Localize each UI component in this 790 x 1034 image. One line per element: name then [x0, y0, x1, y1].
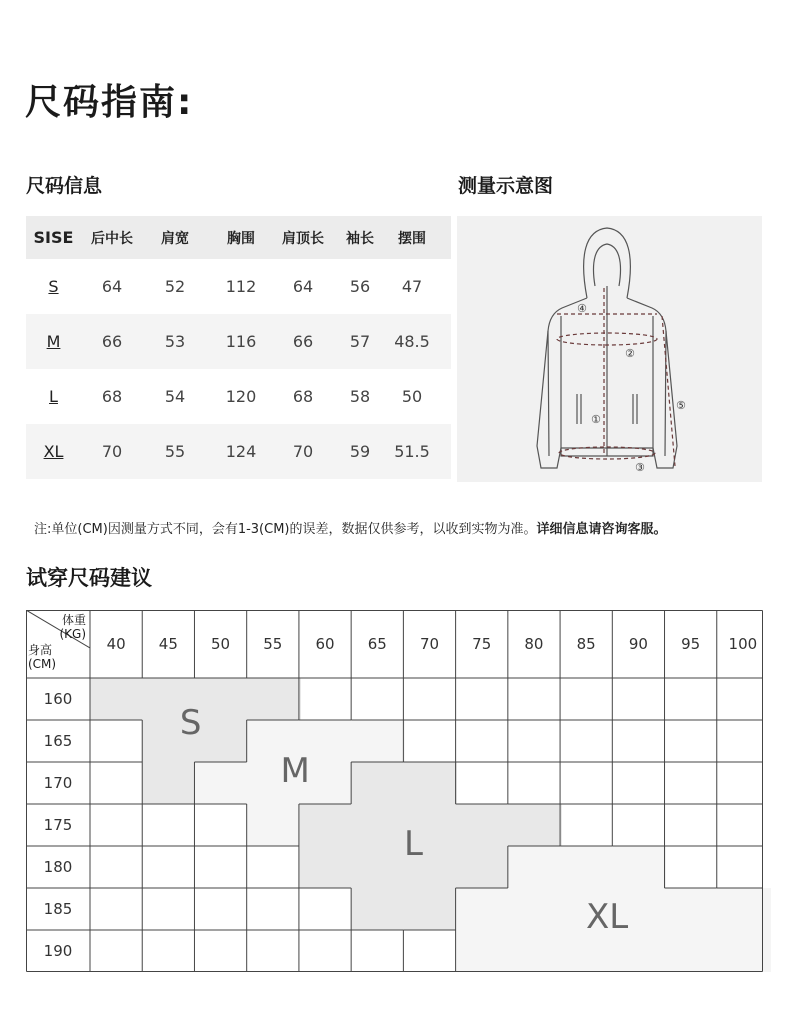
recommendation-heading: 试穿尺码建议 [26, 566, 152, 590]
weight-header: 95 [681, 635, 701, 653]
column-header: 肩顶长 [282, 230, 324, 247]
height-header: 180 [43, 858, 73, 876]
table-cell: 51.5 [394, 442, 430, 461]
page-title: 尺码指南: [25, 82, 194, 123]
table-cell: 70 [292, 442, 314, 461]
table-cell: 58 [349, 387, 371, 406]
table-row [26, 369, 451, 424]
table-cell: 59 [349, 442, 371, 461]
weight-header: 70 [419, 635, 440, 653]
table-cell: 68 [292, 387, 314, 406]
weight-header: 55 [263, 635, 283, 653]
table-row [26, 314, 451, 369]
marker-3: ③ [635, 461, 645, 474]
size-label: L [49, 387, 58, 406]
column-header: 摆围 [398, 230, 426, 247]
marker-2: ② [625, 347, 635, 360]
height-header: 170 [43, 774, 73, 792]
zone-label-s: S [179, 703, 202, 743]
table-cell: 66 [292, 332, 314, 351]
weight-header: 50 [211, 635, 231, 653]
table-cell: 57 [349, 332, 371, 351]
weight-header: 60 [315, 635, 335, 653]
table-row [26, 424, 451, 479]
table-header-row [26, 216, 451, 259]
table-cell: 116 [225, 332, 257, 351]
zone-label-m: M [280, 751, 310, 791]
note-text: 注:单位(CM)因测量方式不同，会有1-3(CM)的误差，数据仅供参考，以收到实物为准。 [34, 522, 537, 537]
table-cell: 68 [101, 387, 123, 406]
weight-unit: (KG) [59, 627, 86, 641]
table-cell: 47 [401, 277, 423, 296]
weight-header: 80 [524, 635, 544, 653]
height-header: 185 [43, 900, 73, 918]
table-cell: 50 [401, 387, 423, 406]
table-cell: 70 [101, 442, 123, 461]
height-header: 190 [43, 942, 73, 960]
height-header: 160 [43, 690, 73, 708]
weight-header: 75 [472, 635, 492, 653]
table-cell: 52 [164, 277, 186, 296]
weight-header: 45 [158, 635, 178, 653]
table-cell: 120 [225, 387, 257, 406]
table-cell: 53 [164, 332, 186, 351]
height-unit: (CM) [28, 657, 57, 671]
zone-label-l: L [403, 824, 423, 865]
weight-header: 90 [628, 635, 648, 653]
diagram-heading: 测量示意图 [458, 175, 554, 197]
weight-label: 体重 [61, 613, 86, 627]
table-cell: 48.5 [394, 332, 430, 351]
column-header: 肩宽 [161, 230, 189, 247]
weight-header: 65 [367, 635, 387, 653]
measurement-note [34, 518, 667, 537]
size-label: S [48, 277, 59, 296]
marker-4: ④ [577, 302, 587, 315]
table-row [26, 259, 451, 314]
column-header: 后中长 [91, 230, 133, 247]
size-label: M [46, 332, 61, 351]
size-info-heading: 尺码信息 [26, 175, 103, 197]
marker-1: ① [591, 413, 601, 426]
table-cell: 64 [292, 277, 314, 296]
table-cell: 112 [225, 277, 257, 296]
table-cell: 64 [101, 277, 123, 296]
height-header: 165 [43, 732, 73, 750]
table-cell: 124 [225, 442, 257, 461]
zone-label-xl: XL [585, 897, 629, 938]
table-cell: 55 [164, 442, 186, 461]
note-bold: 详细信息请咨询客服。 [536, 522, 667, 537]
marker-5: ⑤ [676, 399, 686, 412]
weight-header: 40 [106, 635, 126, 653]
size-info-table [26, 216, 451, 479]
table-cell: 66 [101, 332, 123, 351]
height-header: 175 [43, 816, 73, 834]
measurement-diagram [457, 216, 762, 482]
table-cell: 54 [164, 387, 186, 406]
jacket-illustration [457, 216, 762, 482]
height-label: 身高 [28, 643, 53, 657]
size-recommendation-grid [26, 610, 763, 973]
column-header: SISE [33, 228, 74, 247]
column-header: 袖长 [346, 230, 374, 247]
column-header: 胸围 [227, 230, 255, 247]
weight-header: 85 [576, 635, 596, 653]
size-label: XL [43, 442, 64, 461]
weight-header: 100 [728, 635, 758, 653]
table-cell: 56 [349, 277, 371, 296]
